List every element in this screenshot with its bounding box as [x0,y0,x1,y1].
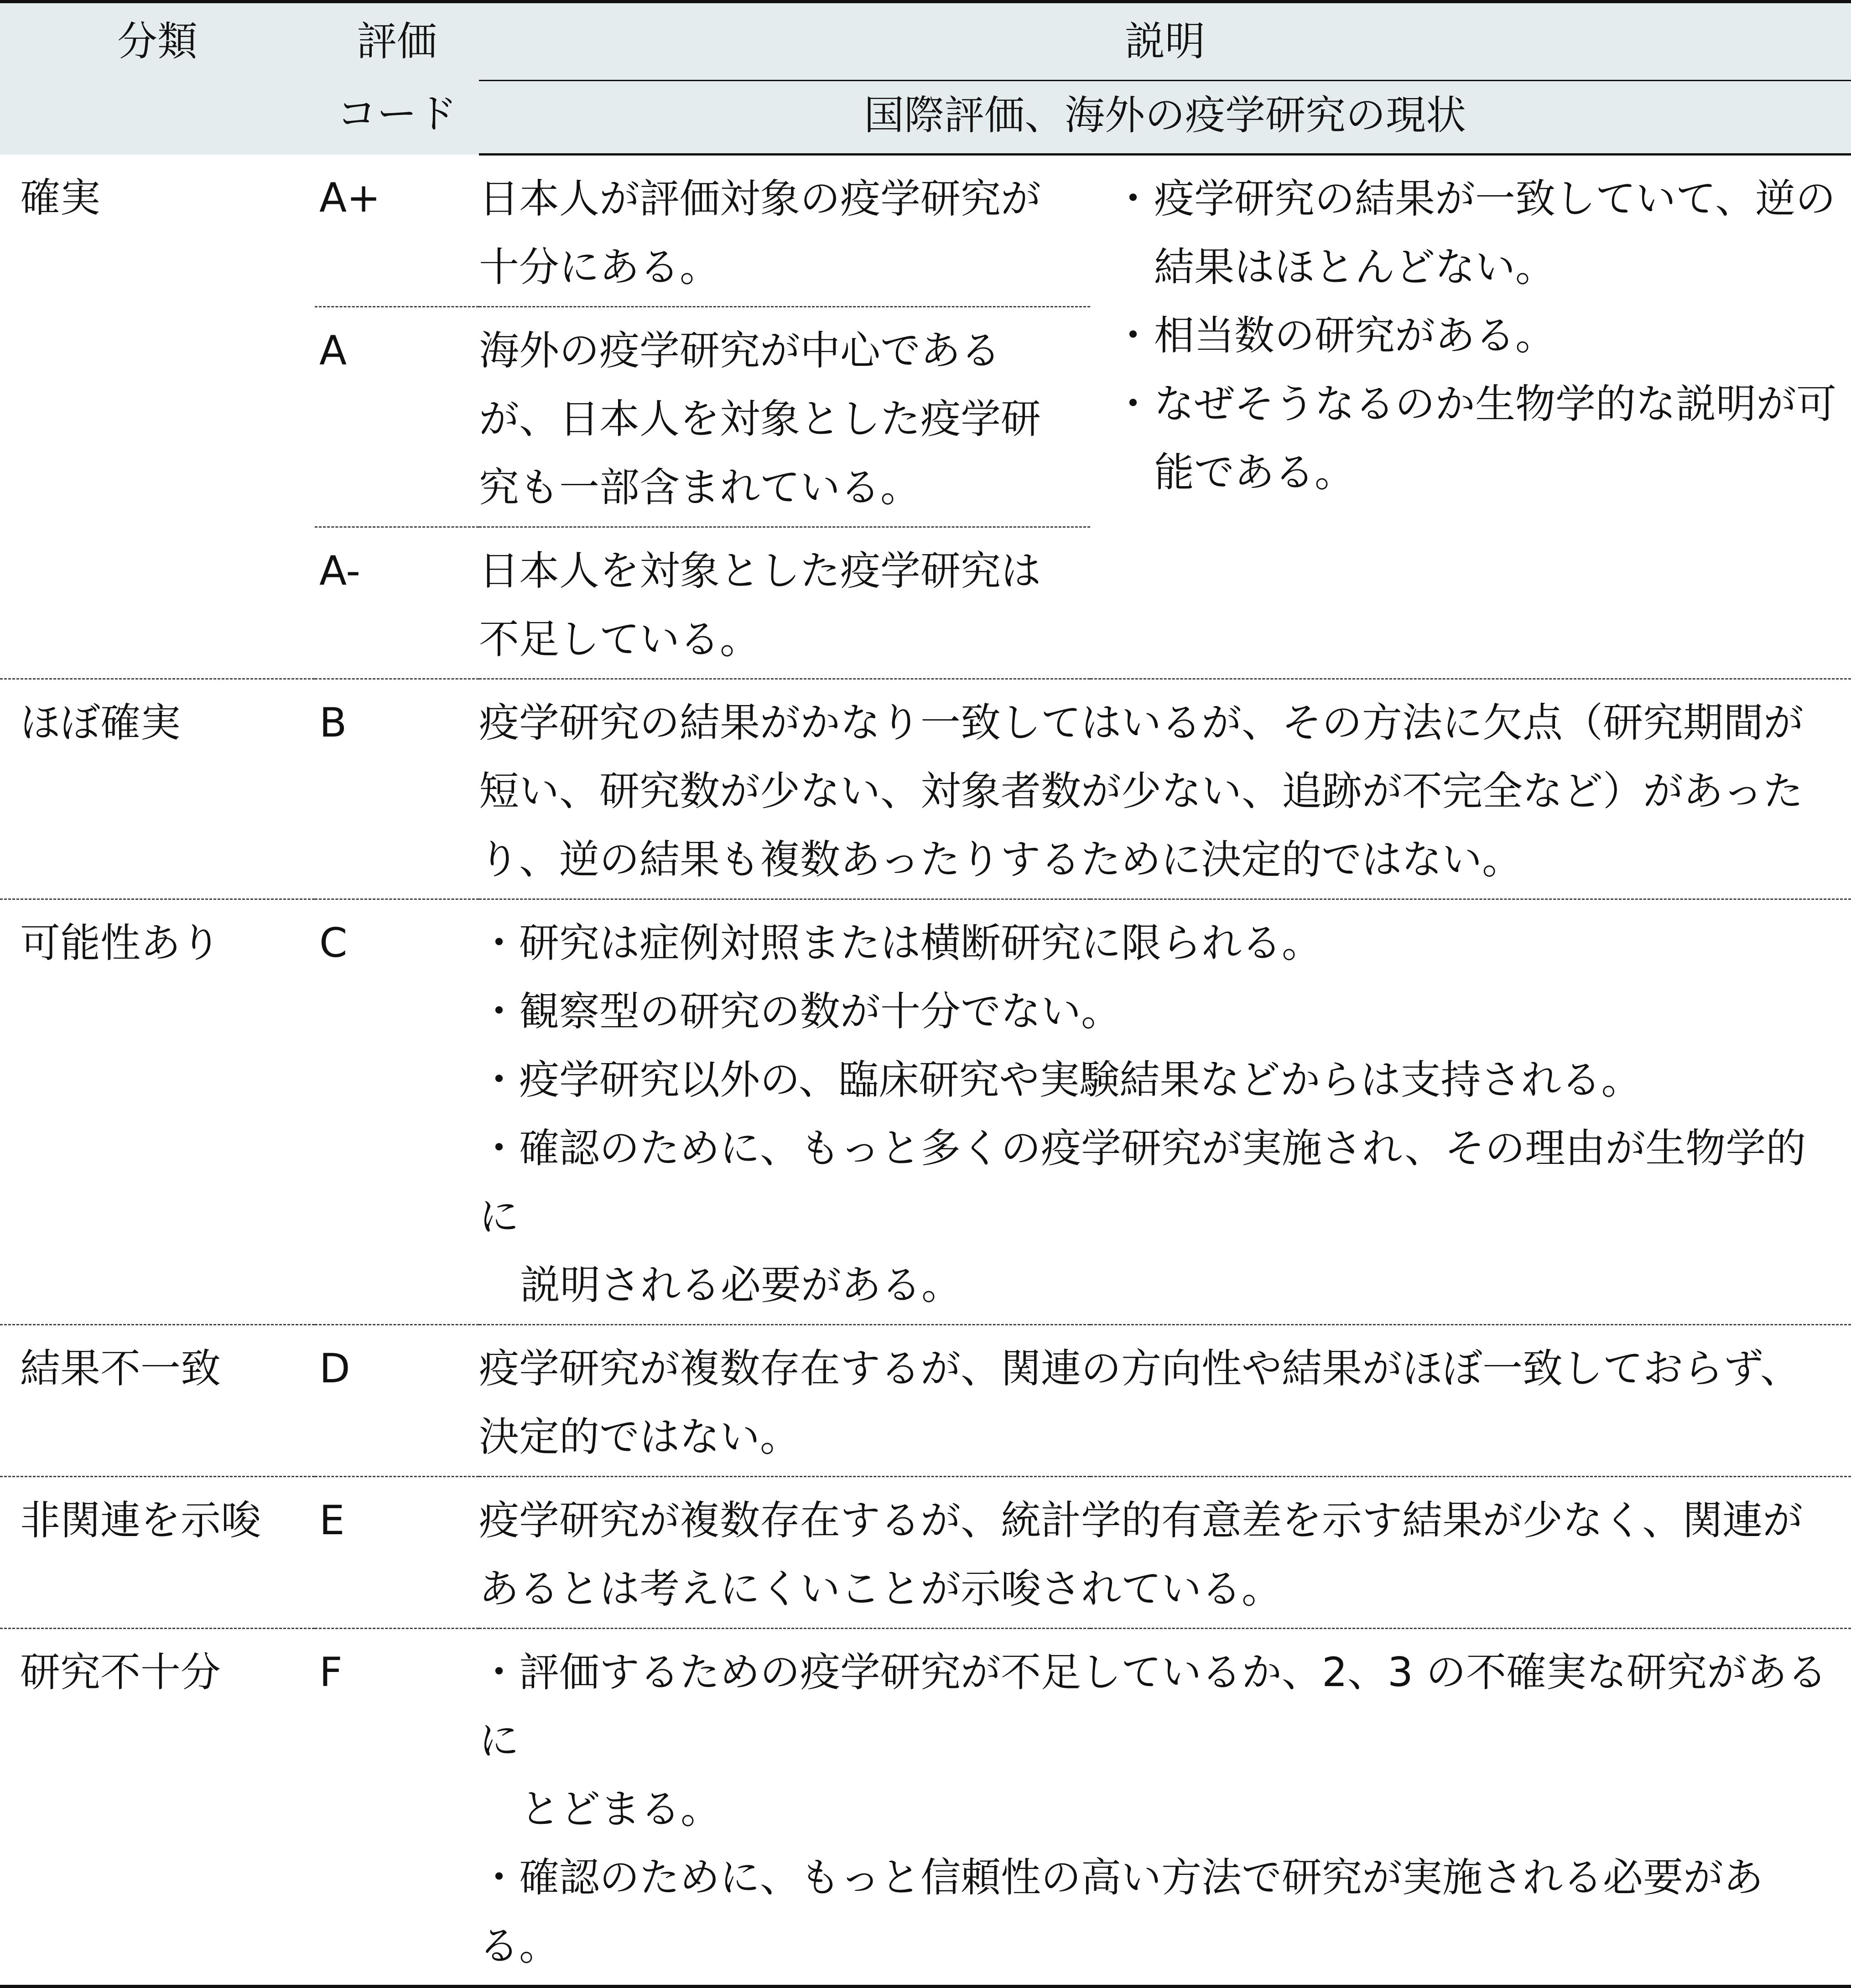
desc-aminus [479,527,1090,679]
desc-inconsistent-line2: 決定的ではない。 [479,1413,801,1460]
intl-bullet-2: ・ [1113,312,1154,359]
code-b [315,679,479,899]
code-c-label: C [319,919,348,966]
desc-a [479,307,1090,527]
classification-inconsistent-label: 結果不一致 [20,1345,221,1392]
insufficient-item-1-cont: とどまる。 [520,1786,721,1832]
table-row-inconsistent [0,1325,1851,1477]
classification-unrelated-label: 非関連を示唆 [20,1497,261,1544]
possible-item-1: ・研究は症例対照または横断研究に限られる。 [479,919,1322,966]
classification-possible [0,899,315,1325]
classification-certain-label: 確実 [20,174,101,221]
intl-item-1 [1113,165,1851,301]
intl-item-1-text: 疫学研究の結果が一致していて、逆の結果はほとんどない。 [1154,175,1836,291]
table-row-insufficient [0,1629,1851,1987]
possible-item-4: ・確認のために、もっと多くの疫学研究が実施され、その理由が生物学的に [479,1125,1806,1240]
header-explanation-label: 説明 [1125,18,1206,65]
desc-a-text: 海外の疫学研究が中心であるが、日本人を対象とした疫学研究も一部含まれている。 [479,327,1041,511]
header-international [479,81,1851,155]
possible-item-2: ・観察型の研究の数が十分でない。 [479,988,1122,1035]
table-row-aplus [0,155,1851,307]
intl-bullet-1: ・ [1113,175,1154,222]
code-b-label: B [319,699,347,746]
classification-probable [0,679,315,899]
code-f [315,1629,479,1987]
header-evaluation-code [315,2,479,155]
header-code-line2: コード [336,90,457,137]
code-aplus [315,155,479,307]
classification-insufficient-label: 研究不十分 [20,1649,221,1696]
desc-probable-text: 疫学研究の結果がかなり一致してはいるが、その方法に欠点（研究期間が短い、研究数が少ない、対象者数が少ない、追跡が不完全など）があったり、逆の結果も複数あったりするために決定的ではない。 [479,699,1804,883]
header-classification-label: 分類 [117,18,198,65]
desc-aplus-text: 日本人が評価対象の疫学研究が十分にある。 [479,175,1041,291]
desc-unrelated [479,1477,1851,1629]
code-aplus-label: A+ [319,174,380,221]
code-d-label: D [319,1345,350,1392]
code-e-label: E [319,1497,345,1544]
intl-item-2-text: 相当数の研究がある。 [1154,312,1556,359]
header-explanation [479,2,1851,81]
code-c [315,899,479,1325]
desc-aplus [479,155,1090,307]
code-aminus [315,527,479,679]
desc-unrelated-text: 疫学研究が複数存在するが、統計学的有意差を示す結果が少なく、関連があるとは考えにくいことが示唆されている。 [479,1497,1803,1612]
code-a-label: A [319,327,347,374]
header-code-line1: 評価 [356,18,437,65]
header-classification [0,2,315,155]
intl-item-3 [1113,370,1851,507]
table-header [0,2,1851,155]
code-a [315,307,479,527]
classification-insufficient [0,1629,315,1987]
desc-inconsistent-line1: 疫学研究が複数存在するが、関連の方向性や結果がほぼ一致しておらず、 [479,1345,1800,1392]
desc-aminus-text: 日本人を対象とした疫学研究は不足している。 [479,547,1041,663]
desc-insufficient [479,1629,1851,1987]
classification-possible-label: 可能性あり [20,919,221,966]
insufficient-item-1: ・評価するための疫学研究が不足しているか、2、3 の不確実な研究があるに [479,1649,1827,1764]
insufficient-item-2: ・確認のために、もっと信頼性の高い方法で研究が実施される必要がある。 [479,1854,1764,1969]
intl-bullet-3: ・ [1113,380,1154,427]
possible-item-3: ・疫学研究以外の、臨床研究や実験結果などからは支持される。 [479,1056,1642,1103]
possible-item-4-cont: 説明される必要がある。 [520,1261,962,1308]
code-e [315,1477,479,1629]
header-international-label: 国際評価、海外の疫学研究の現状 [864,92,1466,139]
intl-item-2 [1113,301,1851,370]
classification-certain [0,155,315,679]
classification-probable-label: ほぼ確実 [20,699,181,746]
code-aminus-label: A- [319,547,361,594]
code-d [315,1325,479,1477]
table-row-unrelated [0,1477,1851,1629]
table-row-probable [0,679,1851,899]
table-row-possible [0,899,1851,1325]
intl-certain [1090,155,1851,679]
classification-unrelated [0,1477,315,1629]
intl-item-3-text: なぜそうなるのか生物学的な説明が可能である。 [1154,380,1837,496]
code-f-label: F [319,1649,343,1696]
desc-inconsistent [479,1325,1851,1477]
classification-inconsistent [0,1325,315,1477]
desc-possible [479,899,1851,1325]
desc-probable [479,679,1851,899]
